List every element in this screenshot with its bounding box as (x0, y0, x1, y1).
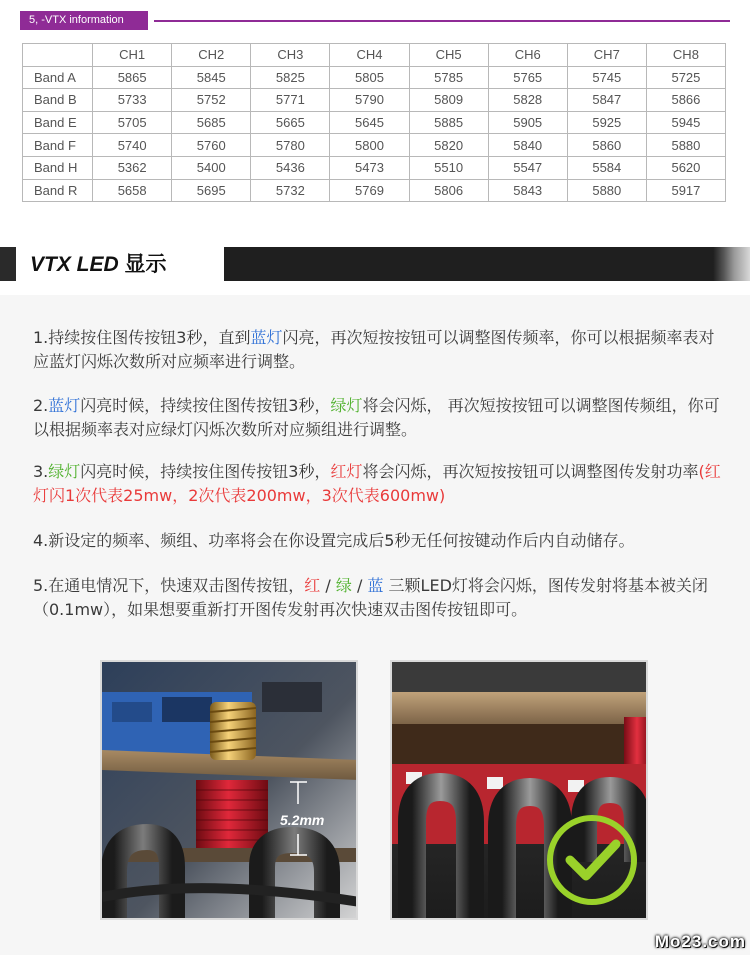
band-name-cell: Band R (23, 179, 93, 202)
green-led-label: 绿灯 (48, 462, 81, 481)
column-header: CH2 (172, 44, 251, 67)
frequency-cell: 5510 (409, 156, 488, 179)
frequency-cell: 5800 (330, 134, 409, 157)
frequency-cell: 5843 (488, 179, 567, 202)
frequency-cell: 5620 (646, 156, 725, 179)
text-segment: 2. (33, 396, 49, 415)
photo-antenna-height (100, 660, 358, 920)
frequency-cell: 5645 (330, 111, 409, 134)
table-row (23, 179, 726, 202)
frequency-cell: 5828 (488, 89, 567, 112)
frequency-cell: 5785 (409, 66, 488, 89)
frequency-cell: 5847 (567, 89, 646, 112)
column-header: CH8 (646, 44, 725, 67)
table-row (23, 134, 726, 157)
antenna-height-illustration (102, 662, 358, 920)
table-row (23, 66, 726, 89)
section-tag: 5, -VTX information (20, 11, 148, 30)
frequency-cell: 5733 (93, 89, 172, 112)
site-watermark: Mo23.com (654, 932, 746, 951)
blue-led-label: 蓝灯 (250, 328, 283, 347)
measurement-label: 5.2mm (280, 812, 325, 828)
frequency-cell: 5885 (409, 111, 488, 134)
column-header: CH6 (488, 44, 567, 67)
frequency-cell: 5752 (172, 89, 251, 112)
frequency-cell: 5825 (251, 66, 330, 89)
column-header: CH4 (330, 44, 409, 67)
instruction-4 (33, 529, 723, 553)
red-led-label: 红灯 (330, 462, 363, 481)
text-segment: 4.新设定的频率、频组、功率将会在你设置完成后5秒无任何按键动作后内自动储存。 (33, 531, 635, 550)
frequency-cell: 5845 (172, 66, 251, 89)
text-segment: 三颗LED灯将会闪烁，图传发射将基本被关闭（0.1mw），如果想要重新打开图传发射再次快速双击图传按钮即可。 (33, 576, 708, 619)
instruction-5 (33, 574, 723, 622)
frequency-cell: 5771 (251, 89, 330, 112)
band-name-cell: Band A (23, 66, 93, 89)
frequency-cell: 5725 (646, 66, 725, 89)
frequency-cell: 5400 (172, 156, 251, 179)
frequency-cell: 5732 (251, 179, 330, 202)
band-name-cell: Band E (23, 111, 93, 134)
frequency-cell: 5809 (409, 89, 488, 112)
power-levels-note: (红灯闪1次代表25mw，2次代表200mw，3次代表600mw) (33, 462, 721, 505)
frequency-cell: 5790 (330, 89, 409, 112)
text-segment: 闪亮时候，持续按住图传按钮3秒， (80, 462, 331, 481)
band-name-cell: Band F (23, 134, 93, 157)
text-segment: 闪亮，再次短按按钮可以调整图传频率，你可以根据频率表对应蓝灯闪烁次数所对应频率进行调整。 (33, 328, 715, 371)
text-segment: 闪亮时候，持续按住图传按钮3秒， (80, 396, 331, 415)
green-led-label: 绿 (335, 576, 352, 595)
banner-title-zh: 显示 (124, 252, 167, 276)
frequency-cell: 5945 (646, 111, 725, 134)
frequency-cell: 5665 (251, 111, 330, 134)
frequency-cell: 5473 (330, 156, 409, 179)
text-segment: 1.持续按住图传按钮3秒，直到 (33, 328, 251, 347)
table-body (23, 66, 726, 202)
photo-led-check (390, 660, 648, 920)
blue-led-label: 蓝灯 (48, 396, 81, 415)
instruction-3 (33, 460, 723, 508)
table-row (23, 156, 726, 179)
band-name-cell: Band B (23, 89, 93, 112)
frequency-cell: 5860 (567, 134, 646, 157)
frequency-cell: 5905 (488, 111, 567, 134)
frequency-cell: 5880 (646, 134, 725, 157)
table-header-row (23, 44, 726, 67)
table-corner-cell (23, 44, 93, 67)
column-header: CH1 (93, 44, 172, 67)
vtx-frequency-table (22, 43, 726, 202)
column-header: CH3 (251, 44, 330, 67)
instruction-2 (33, 394, 723, 442)
frequency-cell: 5805 (330, 66, 409, 89)
frequency-cell: 5880 (567, 179, 646, 202)
banner-title-en: VTX LED (30, 253, 119, 276)
banner-title (30, 247, 167, 281)
banner-bar (224, 247, 750, 281)
frequency-cell: 5695 (172, 179, 251, 202)
frequency-cell: 5547 (488, 156, 567, 179)
band-name-cell: Band H (23, 156, 93, 179)
frequency-cell: 5765 (488, 66, 567, 89)
column-header: CH5 (409, 44, 488, 67)
separator: / (351, 576, 368, 595)
column-header: CH7 (567, 44, 646, 67)
frequency-cell: 5436 (251, 156, 330, 179)
section-divider (154, 20, 730, 22)
red-led-label: 红 (304, 576, 321, 595)
frequency-cell: 5685 (172, 111, 251, 134)
green-led-label: 绿灯 (330, 396, 363, 415)
frequency-cell: 5740 (93, 134, 172, 157)
frequency-cell: 5820 (409, 134, 488, 157)
frequency-cell: 5866 (646, 89, 725, 112)
section-header (0, 11, 750, 31)
frequency-cell: 5865 (93, 66, 172, 89)
frequency-cell: 5780 (251, 134, 330, 157)
led-check-illustration (392, 662, 648, 920)
frequency-cell: 5658 (93, 179, 172, 202)
frequency-cell: 5745 (567, 66, 646, 89)
text-segment: 将会闪烁，再次短按按钮可以调整图传发射功率 (362, 462, 699, 481)
table-row (23, 111, 726, 134)
frequency-cell: 5760 (172, 134, 251, 157)
frequency-cell: 5925 (567, 111, 646, 134)
table-row (23, 89, 726, 112)
frequency-cell: 5584 (567, 156, 646, 179)
vtx-led-banner (0, 247, 750, 281)
frequency-cell: 5840 (488, 134, 567, 157)
text-segment: 5.在通电情况下，快速双击图传按钮， (33, 576, 305, 595)
text-segment: 将会闪烁， 再次短按按钮可以调整图传频组，你可以根据频率表对应绿灯闪烁次数所对应频组进行调整。 (33, 396, 720, 439)
banner-accent (0, 247, 16, 281)
frequency-cell: 5705 (93, 111, 172, 134)
frequency-cell: 5362 (93, 156, 172, 179)
instruction-1 (33, 326, 723, 374)
frequency-cell: 5806 (409, 179, 488, 202)
blue-led-label: 蓝 (367, 576, 384, 595)
frequency-cell: 5769 (330, 179, 409, 202)
text-segment: 3. (33, 462, 49, 481)
frequency-cell: 5917 (646, 179, 725, 202)
separator: / (320, 576, 336, 595)
